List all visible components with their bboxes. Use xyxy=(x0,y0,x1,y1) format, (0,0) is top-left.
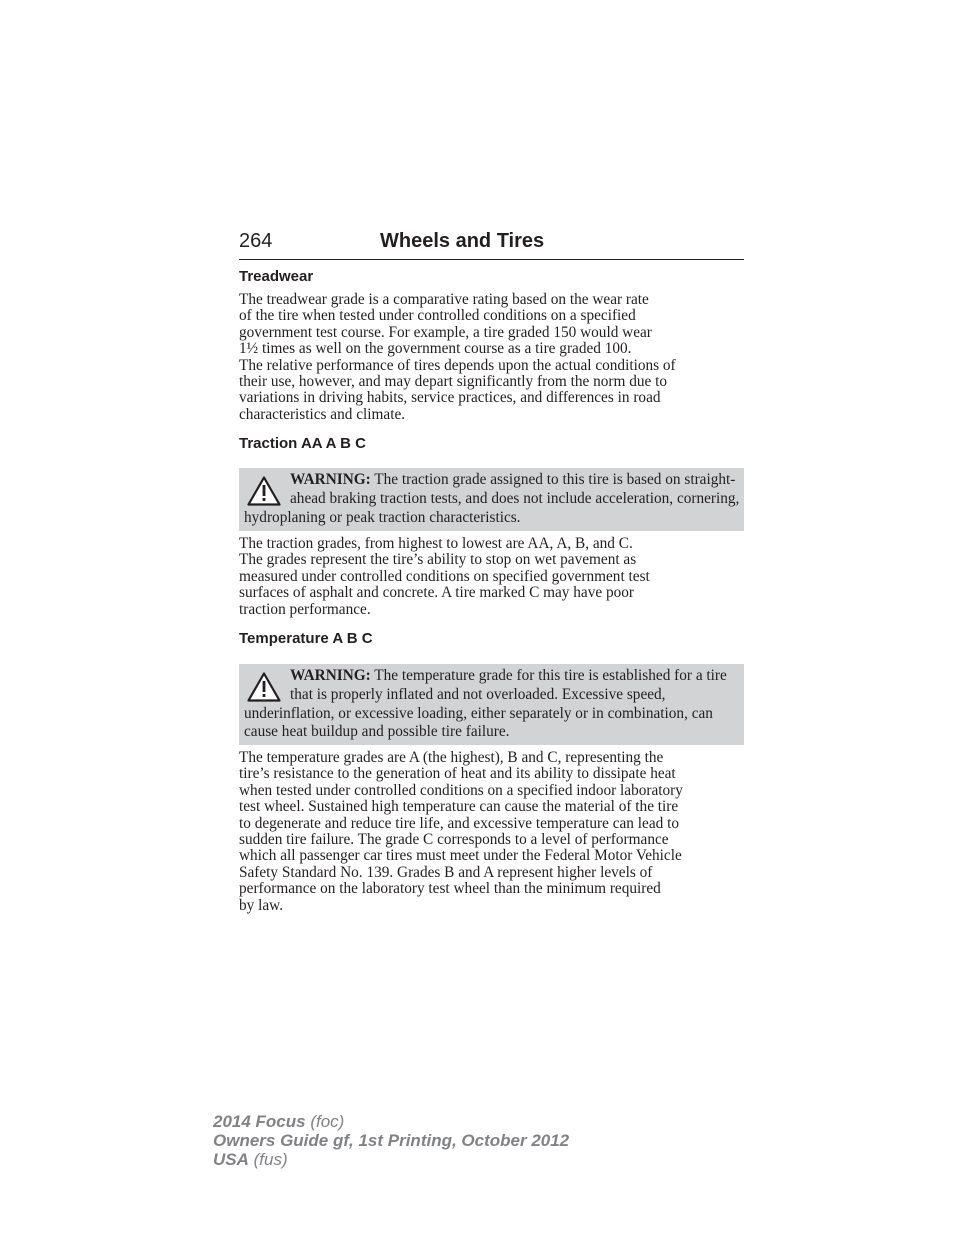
traction-warning-box xyxy=(239,468,744,531)
footer-line-model xyxy=(213,1112,569,1131)
warning-message: The traction grade assigned to this tire is based on straight-ahead braking traction tests, and does not include acceleration, cornering, hydroplaning or peak traction characteristics. xyxy=(244,471,740,526)
footer-market-code: (fus) xyxy=(248,1150,288,1169)
treadwear-paragraph: The treadwear grade is a comparative rating based on the wear rate of the tire when tested under controlled conditions on a specified government test course. For example, a tire graded 150 would wear 1½ times as well on the government course as a tire graded 100. The relative performance of tires depends upon the actual conditions of their use, however, and may depart significantly from the norm due to variations in driving habits, service practices, and differences in road characteristics and climate. xyxy=(239,291,676,423)
heading-treadwear: Treadwear xyxy=(239,268,314,285)
section-title: Wheels and Tires xyxy=(380,230,545,252)
heading-traction: Traction AA A B C xyxy=(239,435,366,452)
warning-triangle-icon xyxy=(247,672,281,702)
heading-temperature: Temperature A B C xyxy=(239,630,373,647)
traction-paragraph: The traction grades, from highest to lowest are AA, A, B, and C. The grades represent the tire’s ability to stop on wet pavement as measured under controlled conditions on specified government test surfaces of asphalt and concrete. A tire marked C may have poor traction performance. xyxy=(239,535,650,618)
footer-line-market xyxy=(213,1150,569,1169)
page-header xyxy=(239,229,744,260)
warning-message: The temperature grade for this tire is established for a tire that is properly inflated and not overloaded. Excessive speed, underinflation, or excessive loading, either separately or in combination, can cause heat buildup and possible tire failure. xyxy=(244,667,727,741)
footer-market: USA xyxy=(213,1150,249,1169)
footer xyxy=(213,1112,569,1169)
footer-model-code: (foc) xyxy=(305,1112,345,1131)
warning-triangle-icon xyxy=(247,476,281,506)
footer-model: 2014 Focus xyxy=(213,1112,306,1131)
temperature-warning-box xyxy=(239,664,744,745)
warning-label: WARNING: xyxy=(290,471,371,488)
footer-line-guide: Owners Guide gf, 1st Printing, October 2012 xyxy=(213,1131,570,1150)
temperature-paragraph: The temperature grades are A (the highest), B and C, representing the tire’s resistance to the generation of heat and its ability to dissipate heat when tested under controlled conditions on a specified indoor laboratory test wheel. Sustained high temperature can cause the material of the tire to degenerate and reduce tire life, and excessive temperature can lead to sudden tire failure. The grade C corresponds to a level of performance which all passenger car tires must meet under the Federal Motor Vehicle Safety Standard No. 139. Grades B and A represent higher levels of performance on the laboratory test wheel than the minimum required by law. xyxy=(239,749,683,914)
temperature-warning-text xyxy=(244,667,740,742)
warning-label: WARNING: xyxy=(290,667,371,684)
traction-warning-text xyxy=(244,471,740,527)
page-number: 264 xyxy=(239,230,273,252)
